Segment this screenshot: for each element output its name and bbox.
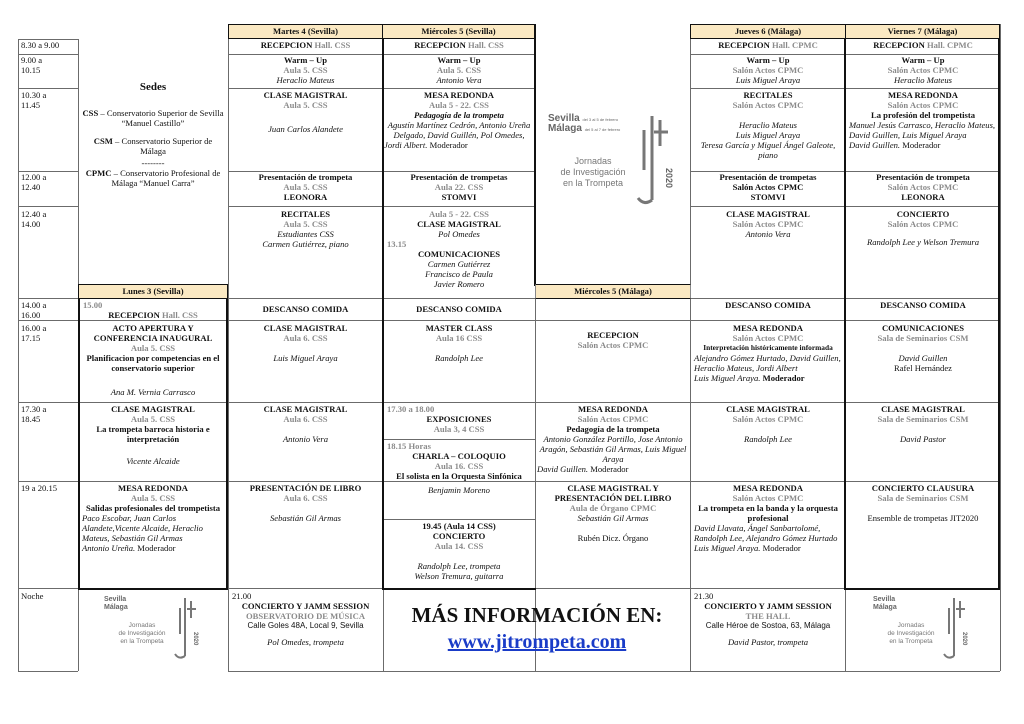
grid-line [228, 481, 383, 482]
wedm-recepcion: RECEPCION Salón Actos CPMC [577, 330, 649, 350]
wed-descanso: DESCANSO COMIDA [416, 304, 502, 314]
wed-concierto: 19.45 (Aula 14 CSS) CONCIERTO Aula 14. CSS Randolph Lee, trompeta Welson Tremura, guitarra [414, 521, 504, 581]
fri-comunicaciones: COMUNICACIONES Sala de Seminarios CSM David Guillen Rafel Hernández [877, 323, 969, 373]
grid-line [382, 298, 535, 299]
time-slot: 12.40 a 14.00 [21, 209, 47, 229]
wed-exposiciones: 17.30 a 18.00 EXPOSICIONES Aula 3, 4 CSS [387, 404, 492, 434]
mon-mesa-redonda: MESA REDONDA Aula 5. CSS Salidas profesionales del trompetista Paco Escobar, Juan Carlos Alandete,Vicente Alcaide, Heraclio Mateus, Sebastián Gil Armas Antonio Ureña. Moderador [82, 483, 221, 553]
recepcion-fri: RECEPCION Hall. CPMC [873, 40, 973, 50]
fri-presentacion: Presentación de trompeta Salón Actos CPMC LEONORA [876, 172, 970, 202]
thu-presentacion: Presentación de trompetas Salón Actos CPMC STOMVI [719, 172, 817, 202]
wedm-presentacion-libro: CLASE MAGISTRAL Y PRESENTACIÓN DEL LIBRO Aula de Órgano CPMC Sebastián Gil Armas Rubén Dicz. Órgano [554, 483, 672, 543]
svg-text:2020: 2020 [192, 632, 198, 646]
website-link[interactable]: www.jitrompeta.com [447, 631, 627, 653]
wed-master-class: MASTER CLASS Aula 16 CSS Randolph Lee [425, 323, 493, 363]
tue-clase-magistral-2: CLASE MAGISTRAL Aula 6. CSS Luis Miguel Araya [263, 323, 348, 363]
header-miercoles-malaga: Miércoles 5 (Málaga) [535, 284, 691, 299]
thu-descanso: DESCANSO COMIDA [725, 300, 811, 310]
grid-line [535, 588, 691, 589]
time-slot: 14.00 a 16.00 [21, 300, 47, 320]
header-martes: Martes 4 (Sevilla) [228, 24, 383, 39]
wedm-mesa-redonda: MESA REDONDA Salón Actos CPMC Pedagogía de la trompeta Antonio González Portillo, Jose Antonio Aragón, Sebastián Gil Armas, Luis Miguel Araya David Guillen. Moderador [537, 404, 687, 474]
header-miercoles-sevilla: Miércoles 5 (Sevilla) [382, 24, 535, 39]
grid-line [228, 206, 383, 207]
grid-line [78, 481, 228, 482]
grid-line [18, 481, 78, 482]
time-slot: 17.30 a 18.45 [21, 404, 47, 424]
wed-warmup: Warm – Up Aula 5. CSS Antonio Vera [436, 55, 482, 85]
tue-presentacion-libro: PRESENTACIÓN DE LIBRO Aula 6. CSS Sebastián Gil Armas [249, 483, 362, 523]
grid-line [18, 298, 78, 299]
time-slot: Noche [21, 591, 44, 601]
grid-line [382, 402, 535, 403]
mon-recepcion: 15.00 RECEPCION Hall. CSS [83, 300, 198, 319]
fri-concierto-clausura: CONCIERTO CLAUSURA Sala de Seminarios CSM Ensemble de trompetas JIT2020 [867, 483, 979, 523]
time-slot: 10.30 a 11.45 [21, 90, 47, 110]
grid-line [535, 402, 691, 403]
fri-clase-magistral: CLASE MAGISTRAL Sala de Seminarios CSM David Pastor [877, 404, 969, 444]
sede-css-desc: – Conservatorio Superior de Sevilla “Manuel Castillo” [98, 108, 224, 128]
fri-concierto: CONCIERTO Salón Actos CPMC Randolph Lee y Welson Tremura [866, 209, 980, 247]
jit-logo-small-icon [172, 594, 202, 662]
grid-line [228, 671, 1000, 672]
grid-line [228, 298, 383, 299]
logo-sevilla: Sevilla [548, 113, 580, 124]
tue-warmup: Warm – Up Aula 5. CSS Heraclio Mateus [276, 55, 335, 85]
grid-line [844, 588, 1000, 590]
grid-line [382, 206, 535, 207]
grid-line [382, 88, 535, 89]
grid-line [78, 402, 228, 403]
time-slot: 12.00 a 12.40 [21, 172, 47, 192]
recepcion-wed: RECEPCION Hall. CSS [414, 40, 504, 50]
header-jueves: Jueves 6 (Málaga) [690, 24, 846, 39]
grid-line [18, 88, 78, 89]
grid-line [690, 24, 691, 671]
svg-text:2020: 2020 [961, 632, 967, 646]
thu-clase-magistral: CLASE MAGISTRAL Salón Actos CPMC Antonio Vera [726, 209, 810, 239]
thu-mesa-redonda: MESA REDONDA Salón Actos CPMC Interpretación históricamente informada Alejandro Gómez Hurtado, David Guillen, Heraclio Mateus, Jordi Albert Luis Miguel Araya. Moderador [694, 323, 841, 383]
thu-mesa-redonda-2: MESA REDONDA Salón Actos CPMC La trompeta en la banda y la orquesta profesional David Llavata, Ángel Sanbartolomé, Randolph Lee, Alejandro Gómez Hurtado Luis Miguel Araya. Moderador [694, 483, 838, 553]
tue-clase-magistral: CLASE MAGISTRAL Aula 5. CSS Juan Carlos Alandete [263, 90, 348, 134]
tue-recitales: RECITALES Aula 5. CSS Estudiantes CSS Carmen Gutiérrez, piano [262, 209, 349, 249]
recepcion-thu: RECEPCION Hall. CPMC [718, 40, 818, 50]
grid-line [78, 588, 228, 590]
fri-warmup: Warm – Up Salón Actos CPMC Heraclio Mateus [887, 55, 959, 85]
grid-line [18, 588, 78, 589]
grid-line [382, 519, 535, 520]
grid-line [535, 320, 691, 321]
grid-line [18, 402, 78, 403]
grid-line [18, 671, 78, 672]
wed-charla: 18.15 Horas CHARLA – COLOQUIO Aula 16. CSS El solista en la Orquesta Sinfónica Benjamin Moreno [387, 441, 522, 495]
time-slot: 9.00 a 10.15 [21, 55, 43, 75]
thu-warmup: Warm – Up Salón Actos CPMC Luis Miguel Araya [732, 55, 804, 85]
grid-line [228, 402, 383, 403]
grid-line [382, 588, 536, 590]
time-slot: 16.00 a 17.15 [21, 323, 47, 343]
grid-line [534, 24, 536, 286]
fri-mesa-redonda: MESA REDONDA Salón Actos CPMC La profesión del trompetista Manuel Jesús Carrasco, Heraclio Mateus, David Guillen, Luis Miguel Araya David Guillen. Moderador [849, 90, 996, 150]
header-lunes: Lunes 3 (Sevilla) [78, 284, 228, 299]
sedes-separator: -------- [141, 158, 165, 168]
tue-descanso: DESCANSO COMIDA [262, 304, 349, 314]
wed-clase-magistral: Aula 5 - 22. CSS CLASE MAGISTRAL Pol Omedes 13.15 COMUNICACIONES Carmen Gutiérrez Francisco de Paula Javier Romero [387, 209, 501, 289]
thu-clase-magistral-2: CLASE MAGISTRAL Salón Actos CPMC Randolph Lee [726, 404, 810, 444]
small-logo-left: Sevilla Málaga Jornadas de Investigación en la Trompeta 2020 [80, 592, 226, 668]
thu-noche: 21.30 CONCIERTO Y JAMM SESSION THE HALL Calle Héroe de Sostoa, 63, Málaga David Pastor, trompeta [694, 591, 832, 647]
tue-noche: 21.00 CONCIERTO Y JAMM SESSION OBSERVATORIO DE MÚSICA Calle Goles 48A, Local 9, Sevilla Pol Omedes, trompeta [232, 591, 370, 647]
sede-csm-code: CSM [93, 136, 113, 146]
thu-recitales: RECITALES Salón Actos CPMC Heraclio Mateus Luis Miguel Araya Teresa García y Miguel Ángel Galeote, piano [700, 90, 836, 160]
center-logo: Sevilla del 3 al 5 de febrero Málaga del 5 al 7 de febrero Jornadas de Investigación en la Trompeta 2020 [540, 104, 686, 214]
grid-line [382, 320, 535, 321]
small-logo-right: Sevilla Málaga Jornadas de Investigación en la Trompeta 2020 [847, 592, 999, 668]
sedes-title: Sedes [139, 81, 167, 93]
svg-text:2020: 2020 [664, 168, 674, 189]
tue-presentacion: Presentación de trompeta Aula 5. CSS LEONORA [258, 172, 353, 202]
grid-line [844, 24, 846, 590]
sedes-panel [80, 80, 226, 230]
sede-csm-desc: – Conservatorio Superior de Málaga [112, 136, 213, 156]
grid-line [228, 88, 383, 89]
wed-mesa-redonda: MESA REDONDA Aula 5 - 22. CSS Pedagogía de la trompeta Agustín Martínez Cedrón, Antonio Ureña Delgado, David Guillén, Pol Omedes, Jordi Albert. Moderador [384, 90, 531, 150]
grid-line [226, 284, 228, 590]
mas-informacion-title: MÁS INFORMACIÓN EN: [411, 603, 663, 627]
header-viernes: Viernes 7 (Málaga) [845, 24, 1000, 39]
grid-line [228, 320, 383, 321]
grid-line [382, 439, 535, 440]
tue-clase-magistral-3: CLASE MAGISTRAL Aula 6. CSS Antonio Vera [263, 404, 348, 444]
mon-apertura: ACTO APERTURA Y CONFERENCIA INAUGURAL Aula 5. CSS Planificacion por competencias en el conservatorio superior Ana M. Vernia Carrasco [86, 323, 220, 397]
grid-line [1000, 24, 1001, 671]
grid-line [535, 481, 691, 482]
fri-descanso: DESCANSO COMIDA [880, 300, 966, 310]
time-slot: 19 a 20.15 [21, 483, 58, 493]
mon-clase-magistral: CLASE MAGISTRAL Aula 5. CSS La trompeta barroca historia e interpretación Vicente Alcaide [96, 404, 210, 466]
grid-line [78, 320, 228, 321]
jit-logo-icon [634, 110, 676, 210]
logo-malaga: Málaga [548, 123, 582, 134]
grid-line [18, 39, 19, 671]
recepcion-tue: RECEPCION Hall. CSS [260, 40, 351, 50]
sede-css-code: CSS [82, 108, 99, 118]
wed-presentacion: Presentación de trompetas Aula 22. CSS STOMVI [410, 172, 508, 202]
grid-line [228, 24, 229, 671]
jit-logo-small-icon [941, 594, 971, 662]
time-slot: 8.30 a 9.00 [21, 40, 60, 50]
grid-line [228, 588, 383, 589]
grid-line [18, 206, 78, 207]
sede-cpmc-code: CPMC [85, 168, 112, 178]
sede-cpmc-desc: – Conservatorio Profesional de Málaga “Manuel Carra” [111, 168, 221, 188]
